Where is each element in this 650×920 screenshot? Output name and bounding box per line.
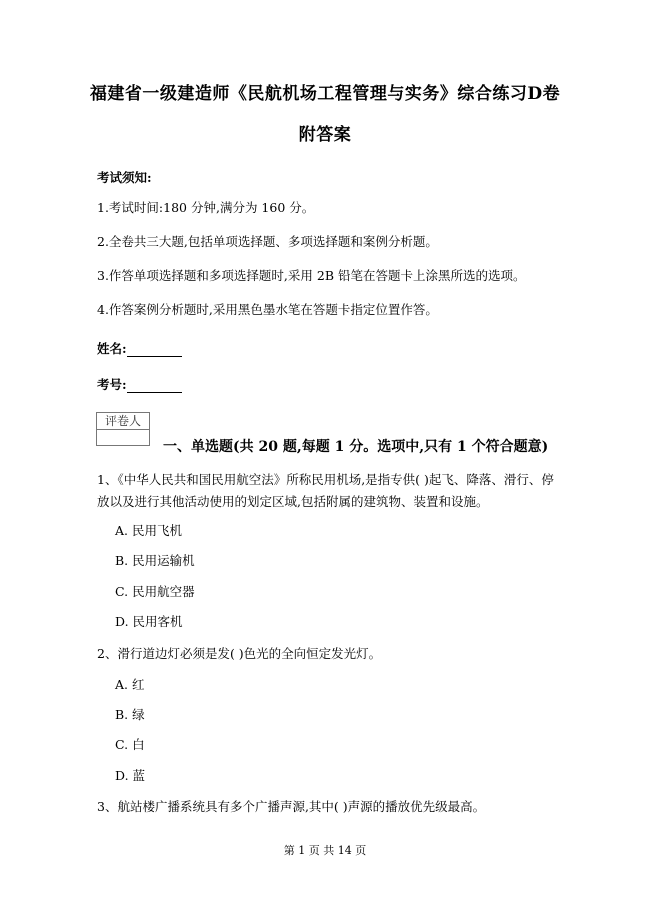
question-1-line1: 1、《中华人民共和国民用航空法》所称民用机场,是指专供( )起飞、降落、滑行、停 bbox=[97, 472, 554, 487]
grader-box bbox=[96, 412, 150, 446]
question-3-line1: 3、航站楼广播系统具有多个广播声源,其中( )声源的播放优先级最高。 bbox=[97, 799, 486, 814]
question-1-line2: 放以及进行其他活动使用的划定区域,包括附属的建筑物、装置和设施。 bbox=[97, 494, 489, 509]
id-label: 考号: bbox=[97, 377, 127, 392]
id-blank[interactable] bbox=[127, 378, 182, 393]
name-blank[interactable] bbox=[127, 342, 182, 357]
notice-item-1: 1.考试时间:180 分钟,满分为 160 分。 bbox=[97, 200, 315, 215]
question-2-option-c[interactable]: C. 白 bbox=[115, 737, 145, 752]
grader-label: 评卷人 bbox=[97, 413, 149, 430]
name-label: 姓名: bbox=[97, 341, 127, 356]
page-footer: 第 1 页 共 14 页 bbox=[283, 844, 367, 857]
section-heading: 一、单选题(共 20 题,每题 1 分。选项中,只有 1 个符合题意) bbox=[163, 439, 549, 455]
question-2-option-b[interactable]: B. 绿 bbox=[115, 707, 145, 722]
notice-item-4: 4.作答案例分析题时,采用黑色墨水笔在答题卡指定位置作答。 bbox=[97, 302, 438, 317]
question-2-line1: 2、滑行道边灯必须是发( )色光的全向恒定发光灯。 bbox=[97, 646, 382, 661]
question-1-option-d[interactable]: D. 民用客机 bbox=[115, 614, 183, 629]
question-1-option-b[interactable]: B. 民用运输机 bbox=[115, 553, 195, 568]
notice-item-2: 2.全卷共三大题,包括单项选择题、多项选择题和案例分析题。 bbox=[97, 234, 438, 249]
question-2-option-d[interactable]: D. 蓝 bbox=[115, 768, 146, 783]
question-1-option-a[interactable]: A. 民用飞机 bbox=[115, 523, 182, 538]
notice-item-3: 3.作答单项选择题和多项选择题时,采用 2B 铅笔在答题卡上涂黑所选的选项。 bbox=[97, 268, 526, 283]
question-2-option-a[interactable]: A. 红 bbox=[115, 677, 145, 692]
document-title-line2: 附答案 bbox=[298, 125, 352, 145]
id-field[interactable] bbox=[97, 375, 182, 393]
notice-heading: 考试须知: bbox=[97, 170, 152, 185]
name-field[interactable] bbox=[97, 339, 182, 357]
document-title-line1: 福建省一级建造师《民航机场工程管理与实务》综合练习D卷 bbox=[89, 84, 561, 104]
question-1-option-c[interactable]: C. 民用航空器 bbox=[115, 584, 195, 599]
